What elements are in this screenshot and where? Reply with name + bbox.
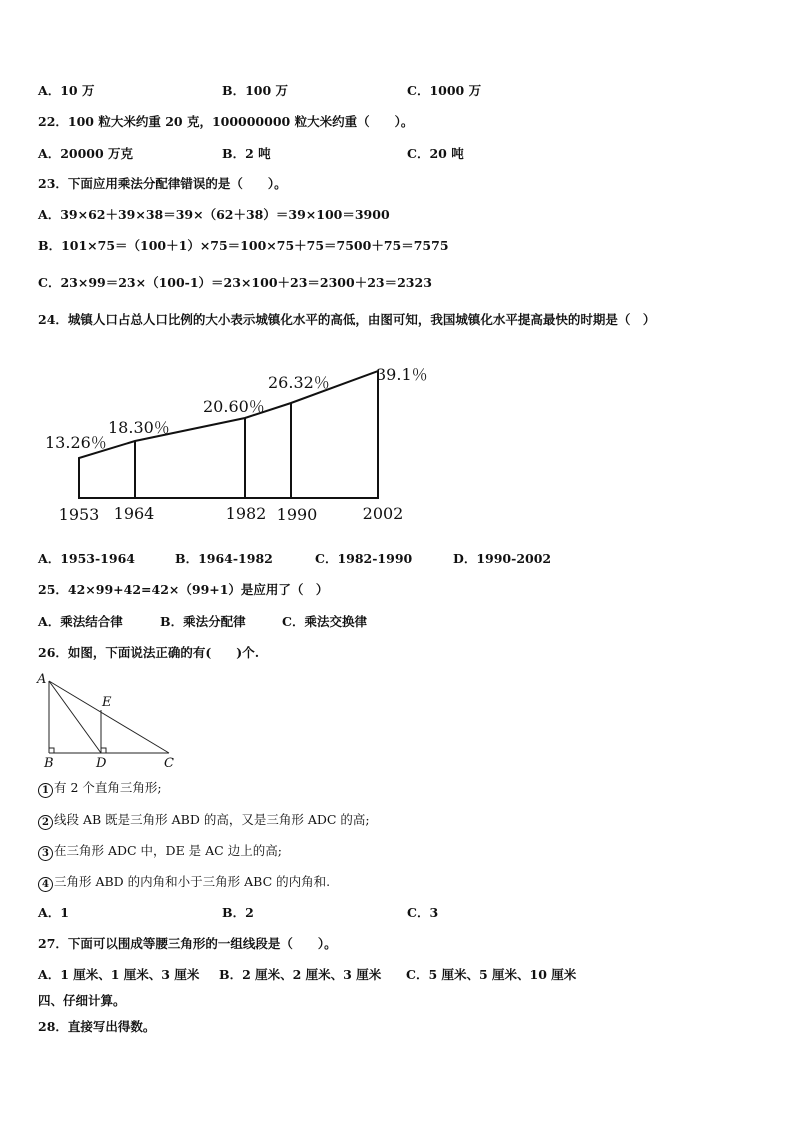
q24-option-c: C．1982-1990 bbox=[315, 551, 413, 566]
data-point-1964 bbox=[134, 440, 136, 442]
circled-number-1: 1 bbox=[38, 783, 53, 798]
q21-option-a: A．10 万 bbox=[38, 83, 95, 98]
q23-option-c: C．23×99＝23×（100-1）＝23×100＋23＝2300＋23＝2323 bbox=[38, 275, 432, 290]
x-label-1990: 1990 bbox=[276, 505, 318, 524]
q26-statement-1 bbox=[38, 780, 162, 798]
q24-option-d: D．1990-2002 bbox=[453, 551, 552, 566]
q26-statement-4 bbox=[38, 874, 330, 892]
q21-option-b: B．100 万 bbox=[222, 83, 289, 98]
q22-option-b: B．2 吨 bbox=[222, 146, 271, 161]
x-label-1964: 1964 bbox=[113, 504, 155, 523]
q22-stem: 22．100 粒大米约重 20 克，100000000 粒大米约重（ ）。 bbox=[38, 114, 414, 129]
x-label-1982: 1982 bbox=[225, 504, 267, 523]
value-label-1964: 18.30％ bbox=[108, 418, 170, 437]
q27-stem: 27．下面可以围成等腰三角形的一组线段是（ ）。 bbox=[38, 936, 337, 951]
point-label-c: C bbox=[164, 756, 174, 770]
q28-stem: 28．直接写出得数。 bbox=[38, 1019, 156, 1034]
q23-option-b: B．101×75＝（100＋1）×75＝100×75＋75＝7500＋75＝7575 bbox=[38, 238, 449, 253]
circled-number-2: 2 bbox=[38, 815, 53, 830]
q24-option-a: A．1953-1964 bbox=[38, 551, 135, 566]
q26-stem: 26．如图，下面说法正确的有( )个. bbox=[38, 645, 260, 660]
point-label-d: D bbox=[96, 756, 107, 770]
q25-option-b: B．乘法分配律 bbox=[160, 614, 246, 629]
q26-option-c: C．3 bbox=[407, 905, 439, 920]
circled-number-4: 4 bbox=[38, 877, 53, 892]
q22-option-c: C．20 吨 bbox=[407, 146, 464, 161]
q21-option-c: C．1000 万 bbox=[407, 83, 482, 98]
q27-option-b: B．2 厘米、2 厘米、3 厘米 bbox=[219, 967, 382, 982]
q26-option-a: A．1 bbox=[38, 905, 69, 920]
value-label-1990: 26.32％ bbox=[268, 373, 330, 392]
triangle-figure bbox=[30, 670, 190, 770]
section-heading: 四、仔细计算。 bbox=[38, 993, 126, 1008]
data-point-1990 bbox=[290, 402, 292, 404]
q22-option-a: A．20000 万克 bbox=[38, 146, 134, 161]
q23-stem: 23．下面应用乘法分配律错误的是（ ）。 bbox=[38, 176, 287, 191]
circled-number-3: 3 bbox=[38, 846, 53, 861]
data-point-1953 bbox=[78, 457, 80, 459]
chart-x-axis-labels bbox=[59, 504, 404, 524]
chart-value-labels bbox=[45, 365, 428, 452]
urbanization-chart bbox=[0, 345, 794, 535]
x-label-2002: 2002 bbox=[362, 504, 404, 523]
q23-option-a: A．39×62＋39×38＝39×（62＋38）＝39×100＝3900 bbox=[38, 207, 390, 222]
x-label-1953: 1953 bbox=[58, 505, 100, 524]
point-label-e: E bbox=[102, 695, 112, 710]
q27-option-a: A．1 厘米、1 厘米、3 厘米 bbox=[38, 967, 200, 982]
q27-option-c: C．5 厘米、5 厘米、10 厘米 bbox=[406, 967, 577, 982]
statement-text-4: 三角形 ABD 的内角和小于三角形 ABC 的内角和. bbox=[54, 874, 331, 889]
q24-option-b: B．1964-1982 bbox=[175, 551, 273, 566]
q26-statement-2 bbox=[38, 812, 370, 830]
statement-text-1: 有 2 个直角三角形; bbox=[54, 780, 162, 795]
q25-option-a: A．乘法结合律 bbox=[38, 614, 123, 629]
value-label-1982: 20.60％ bbox=[203, 397, 265, 416]
q26-statement-3 bbox=[38, 843, 282, 861]
value-label-1953: 13.26％ bbox=[45, 433, 107, 452]
point-label-a: A bbox=[37, 672, 47, 687]
value-label-2002: 39.1％ bbox=[376, 365, 428, 384]
q25-option-c: C．乘法交换律 bbox=[282, 614, 367, 629]
data-point-1982 bbox=[244, 417, 246, 419]
point-label-b: B bbox=[44, 756, 54, 770]
statement-text-2: 线段 AB 既是三角形 ABD 的高，又是三角形 ADC 的高; bbox=[54, 812, 370, 827]
q26-option-b: B．2 bbox=[222, 905, 254, 920]
statement-text-3: 在三角形 ADC 中，DE 是 AC 边上的高; bbox=[54, 843, 282, 858]
q25-stem: 25．42×99+42=42×（99+1）是应用了（ ） bbox=[38, 582, 329, 597]
q24-stem: 24．城镇人口占总人口比例的大小表示城镇化水平的高低，由图可知，我国城镇化水平提高最快的时期是（ ） bbox=[38, 312, 656, 327]
